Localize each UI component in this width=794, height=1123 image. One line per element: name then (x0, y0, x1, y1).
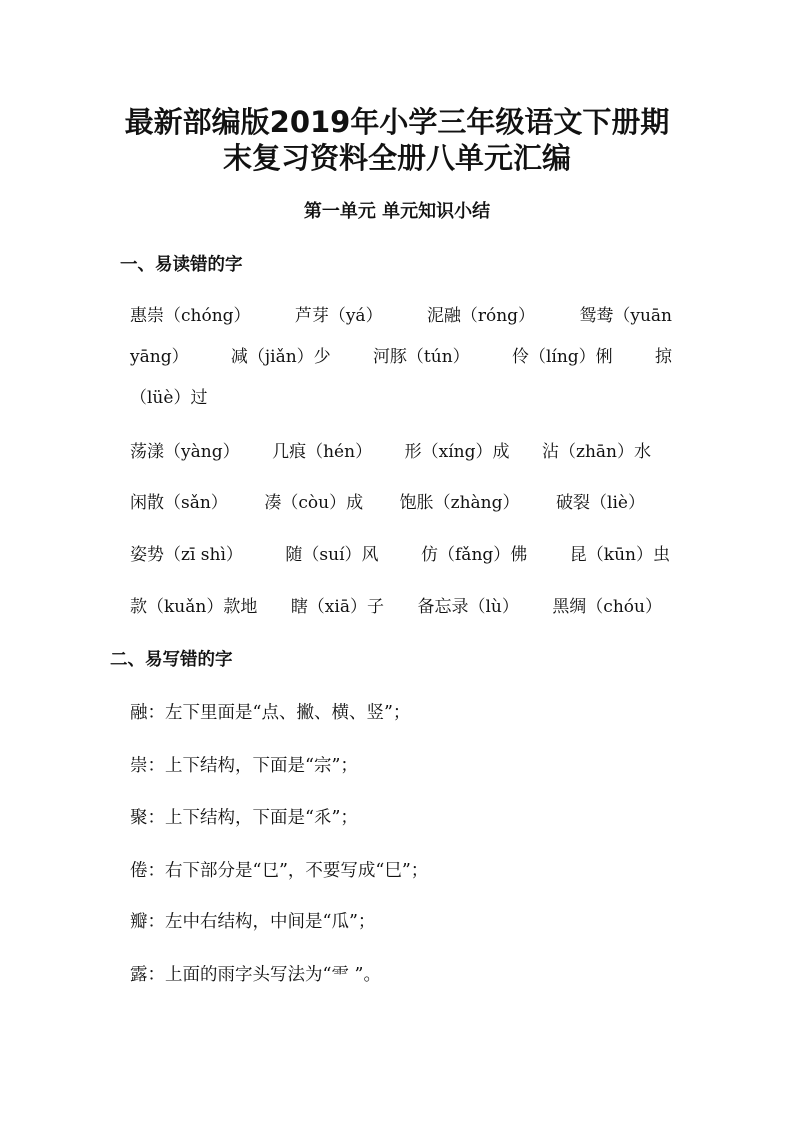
word-item: 几痕（hén） (272, 442, 373, 462)
word-row (130, 440, 651, 464)
word-item: 饱胀（zhàng） (399, 493, 520, 513)
word-item: 减（jiǎn）少 (230, 347, 331, 367)
word-item: 掠 (654, 347, 672, 367)
word-item: 黑绸（chóu） (552, 597, 662, 617)
word-item: 荡漾（yàng） (130, 442, 240, 462)
section-heading-miswritten-characters: 二、易写错的字 (110, 650, 233, 670)
word-item: 凑（còu）成 (264, 493, 364, 513)
section-heading-misread-characters: 一、易读错的字 (120, 255, 243, 275)
word-item: 随（suí）风 (285, 545, 379, 565)
word-item: yāng） (130, 347, 189, 367)
word-row (130, 304, 672, 328)
word-item: 河豚（tún） (372, 347, 470, 367)
document-title-line-1: 最新部编版2019年小学三年级语文下册期 (124, 105, 670, 139)
word-item: （lüè）过 (130, 388, 208, 408)
word-item: 沾（zhān）水 (542, 442, 651, 462)
writing-tip-item: 崇：上下结构，下面是“宗”； (130, 756, 358, 776)
word-row (130, 491, 645, 515)
unit-title: 第一单元 单元知识小结 (303, 201, 491, 222)
word-item: 昆（kūn）虫 (569, 545, 670, 565)
document-title-line-2: 末复习资料全册八单元汇编 (222, 141, 571, 175)
writing-tip-item: 聚：上下结构，下面是“乑”； (130, 808, 358, 828)
word-row (130, 595, 662, 619)
word-item: 芦芽（yá） (294, 306, 383, 326)
word-row (130, 543, 670, 567)
writing-tip-item: 露：上面的雨字头写法为“⻗ ”。 (130, 965, 381, 985)
word-row (130, 386, 672, 410)
word-item: 瞎（xiā）子 (290, 597, 384, 617)
writing-tip-item: 融：左下里面是“点、撇、横、竖”； (130, 703, 411, 723)
word-item: 惠崇（chóng） (130, 306, 251, 326)
word-item: 破裂（liè） (556, 493, 645, 513)
word-item: 款（kuǎn）款地 (130, 597, 258, 617)
word-item: 泥融（róng） (426, 306, 536, 326)
writing-tip-item: 瓣：左中右结构，中间是“瓜”； (130, 912, 376, 932)
word-item: 鸳鸯（yuān (579, 306, 672, 326)
word-item: 姿势（zī shì） (130, 545, 243, 565)
word-item: 备忘录（lù） (417, 597, 519, 617)
word-item: 仿（fǎng）佛 (421, 545, 528, 565)
word-item: 闲散（sǎn） (130, 493, 228, 513)
word-item: 伶（líng）俐 (511, 347, 613, 367)
word-item: 形（xíng）成 (404, 442, 510, 462)
word-row (130, 345, 672, 369)
writing-tip-item: 倦：右下部分是“㔾”，不要写成“巳”； (130, 861, 429, 881)
